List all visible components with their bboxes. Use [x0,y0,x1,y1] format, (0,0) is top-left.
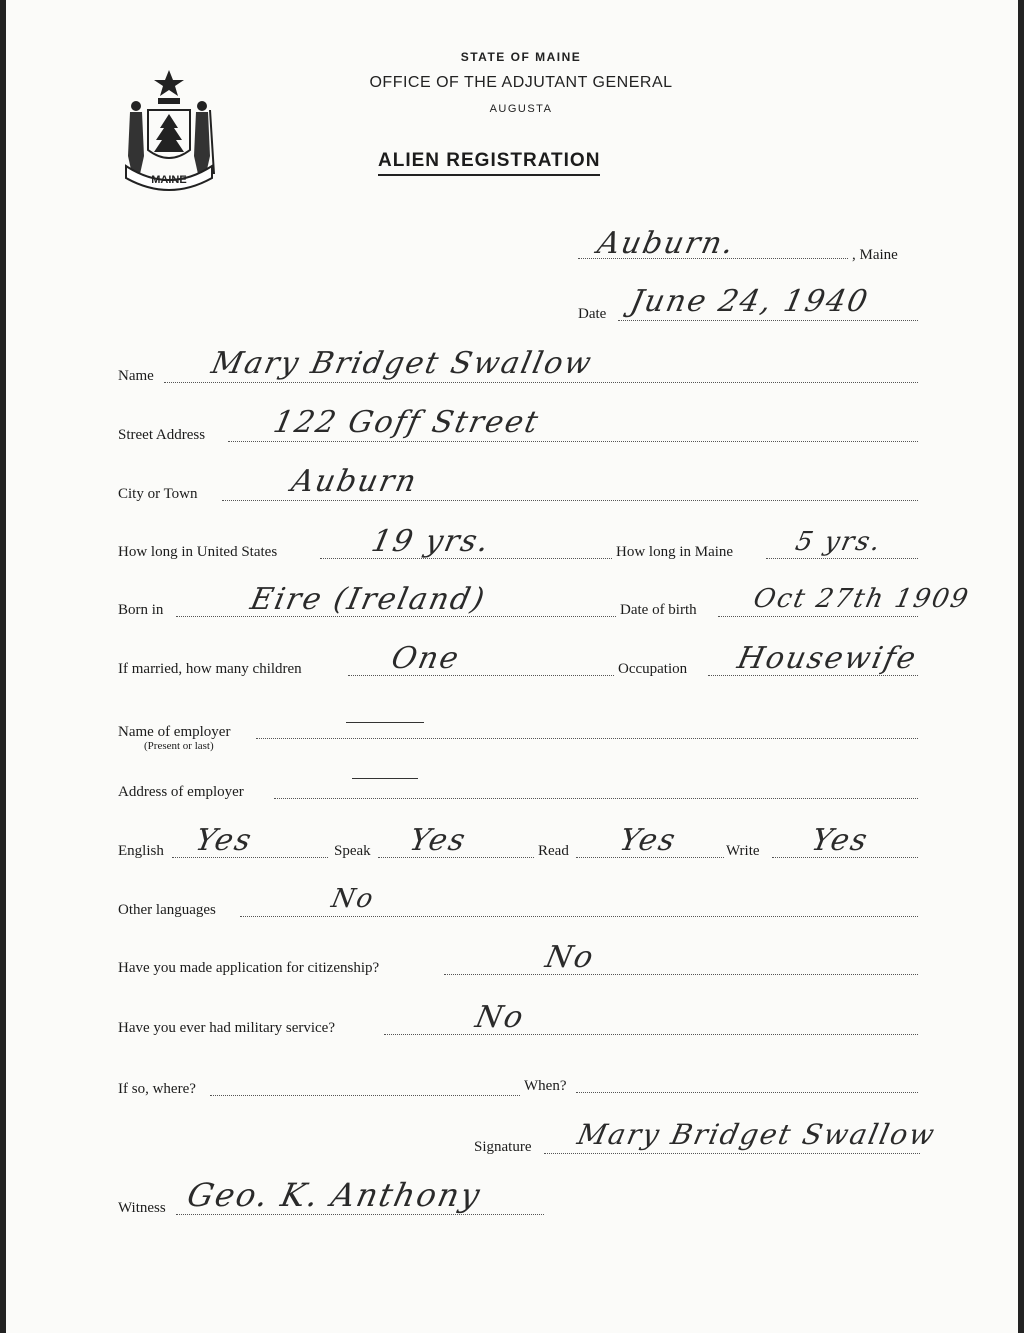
maine-label: , Maine [852,247,898,263]
read-value: Yes [616,823,681,858]
english-value: Yes [192,823,257,858]
form-title: ALIEN REGISTRATION [378,150,600,176]
how-long-maine-value: 5 yrs. [792,527,885,557]
header-office: OFFICE OF THE ADJUTANT GENERAL [369,74,673,91]
how-long-maine-label: How long in Maine [616,544,734,560]
read-label: Read [538,843,569,859]
seal-text: MAINE [151,174,187,186]
name-line [164,382,918,383]
write-value: Yes [808,823,873,858]
city-line [222,500,918,501]
name-label: Name [118,368,154,384]
town-value: Auburn. [594,226,739,261]
employer-name-line [256,738,918,739]
speak-value: Yes [406,823,471,858]
how-long-us-label: How long in United States [118,544,278,560]
employer-address-line [274,798,918,799]
employer-name-note: (Present or last) [144,740,214,752]
military-label: Have you ever had military service? [118,1020,335,1036]
how-long-maine-line [766,558,918,559]
witness-value: Geo. K. Anthony [183,1176,485,1214]
where-line [210,1095,520,1096]
occupation-label: Occupation [618,661,688,677]
speak-label: Speak [334,843,371,859]
maine-seal-icon [118,66,220,194]
signature-label: Signature [474,1139,532,1155]
english-label: English [118,843,164,859]
when-line [576,1092,918,1093]
employer-name-label: Name of employer [118,724,231,740]
citizenship-value: No [542,940,599,975]
employer-name-dash [346,722,424,723]
date-line [618,320,918,321]
born-in-label: Born in [118,602,164,618]
header-city: AUGUSTA [489,103,553,115]
date-of-birth-line [718,616,918,617]
military-value: No [472,1000,529,1035]
date-label: Date [578,306,607,322]
witness-line [176,1214,544,1215]
occupation-value: Housewife [734,641,921,676]
military-line [384,1034,918,1035]
signature-value: Mary Bridget Swallow [574,1118,940,1151]
city-value: Auburn [288,464,421,499]
signature-line [544,1153,920,1154]
how-long-us-value: 19 yrs. [368,524,494,559]
street-label: Street Address [118,427,206,443]
date-value: June 24, 1940 [627,284,873,319]
citizenship-line [444,974,918,975]
city-label: City or Town [118,486,198,502]
when-label: When? [524,1078,567,1094]
children-label: If married, how many children [118,661,302,677]
header-state: STATE OF MAINE [460,50,582,64]
employer-address-label: Address of employer [118,784,244,800]
other-languages-label: Other languages [118,902,216,918]
street-value: 122 Goff Street [270,405,543,440]
street-line [228,441,918,442]
where-label: If so, where? [118,1081,196,1097]
other-languages-value: No [328,884,378,914]
date-of-birth-label: Date of birth [620,602,697,618]
born-in-value: Eire (Ireland) [247,582,490,617]
other-languages-line [240,916,918,917]
children-value: One [388,641,464,676]
name-value: Mary Bridget Swallow [208,346,596,381]
witness-label: Witness [118,1200,166,1216]
date-of-birth-value: Oct 27th 1909 [750,584,973,614]
employer-address-dash [352,778,418,779]
write-label: Write [726,843,760,859]
citizenship-label: Have you made application for citizenship? [118,960,380,976]
